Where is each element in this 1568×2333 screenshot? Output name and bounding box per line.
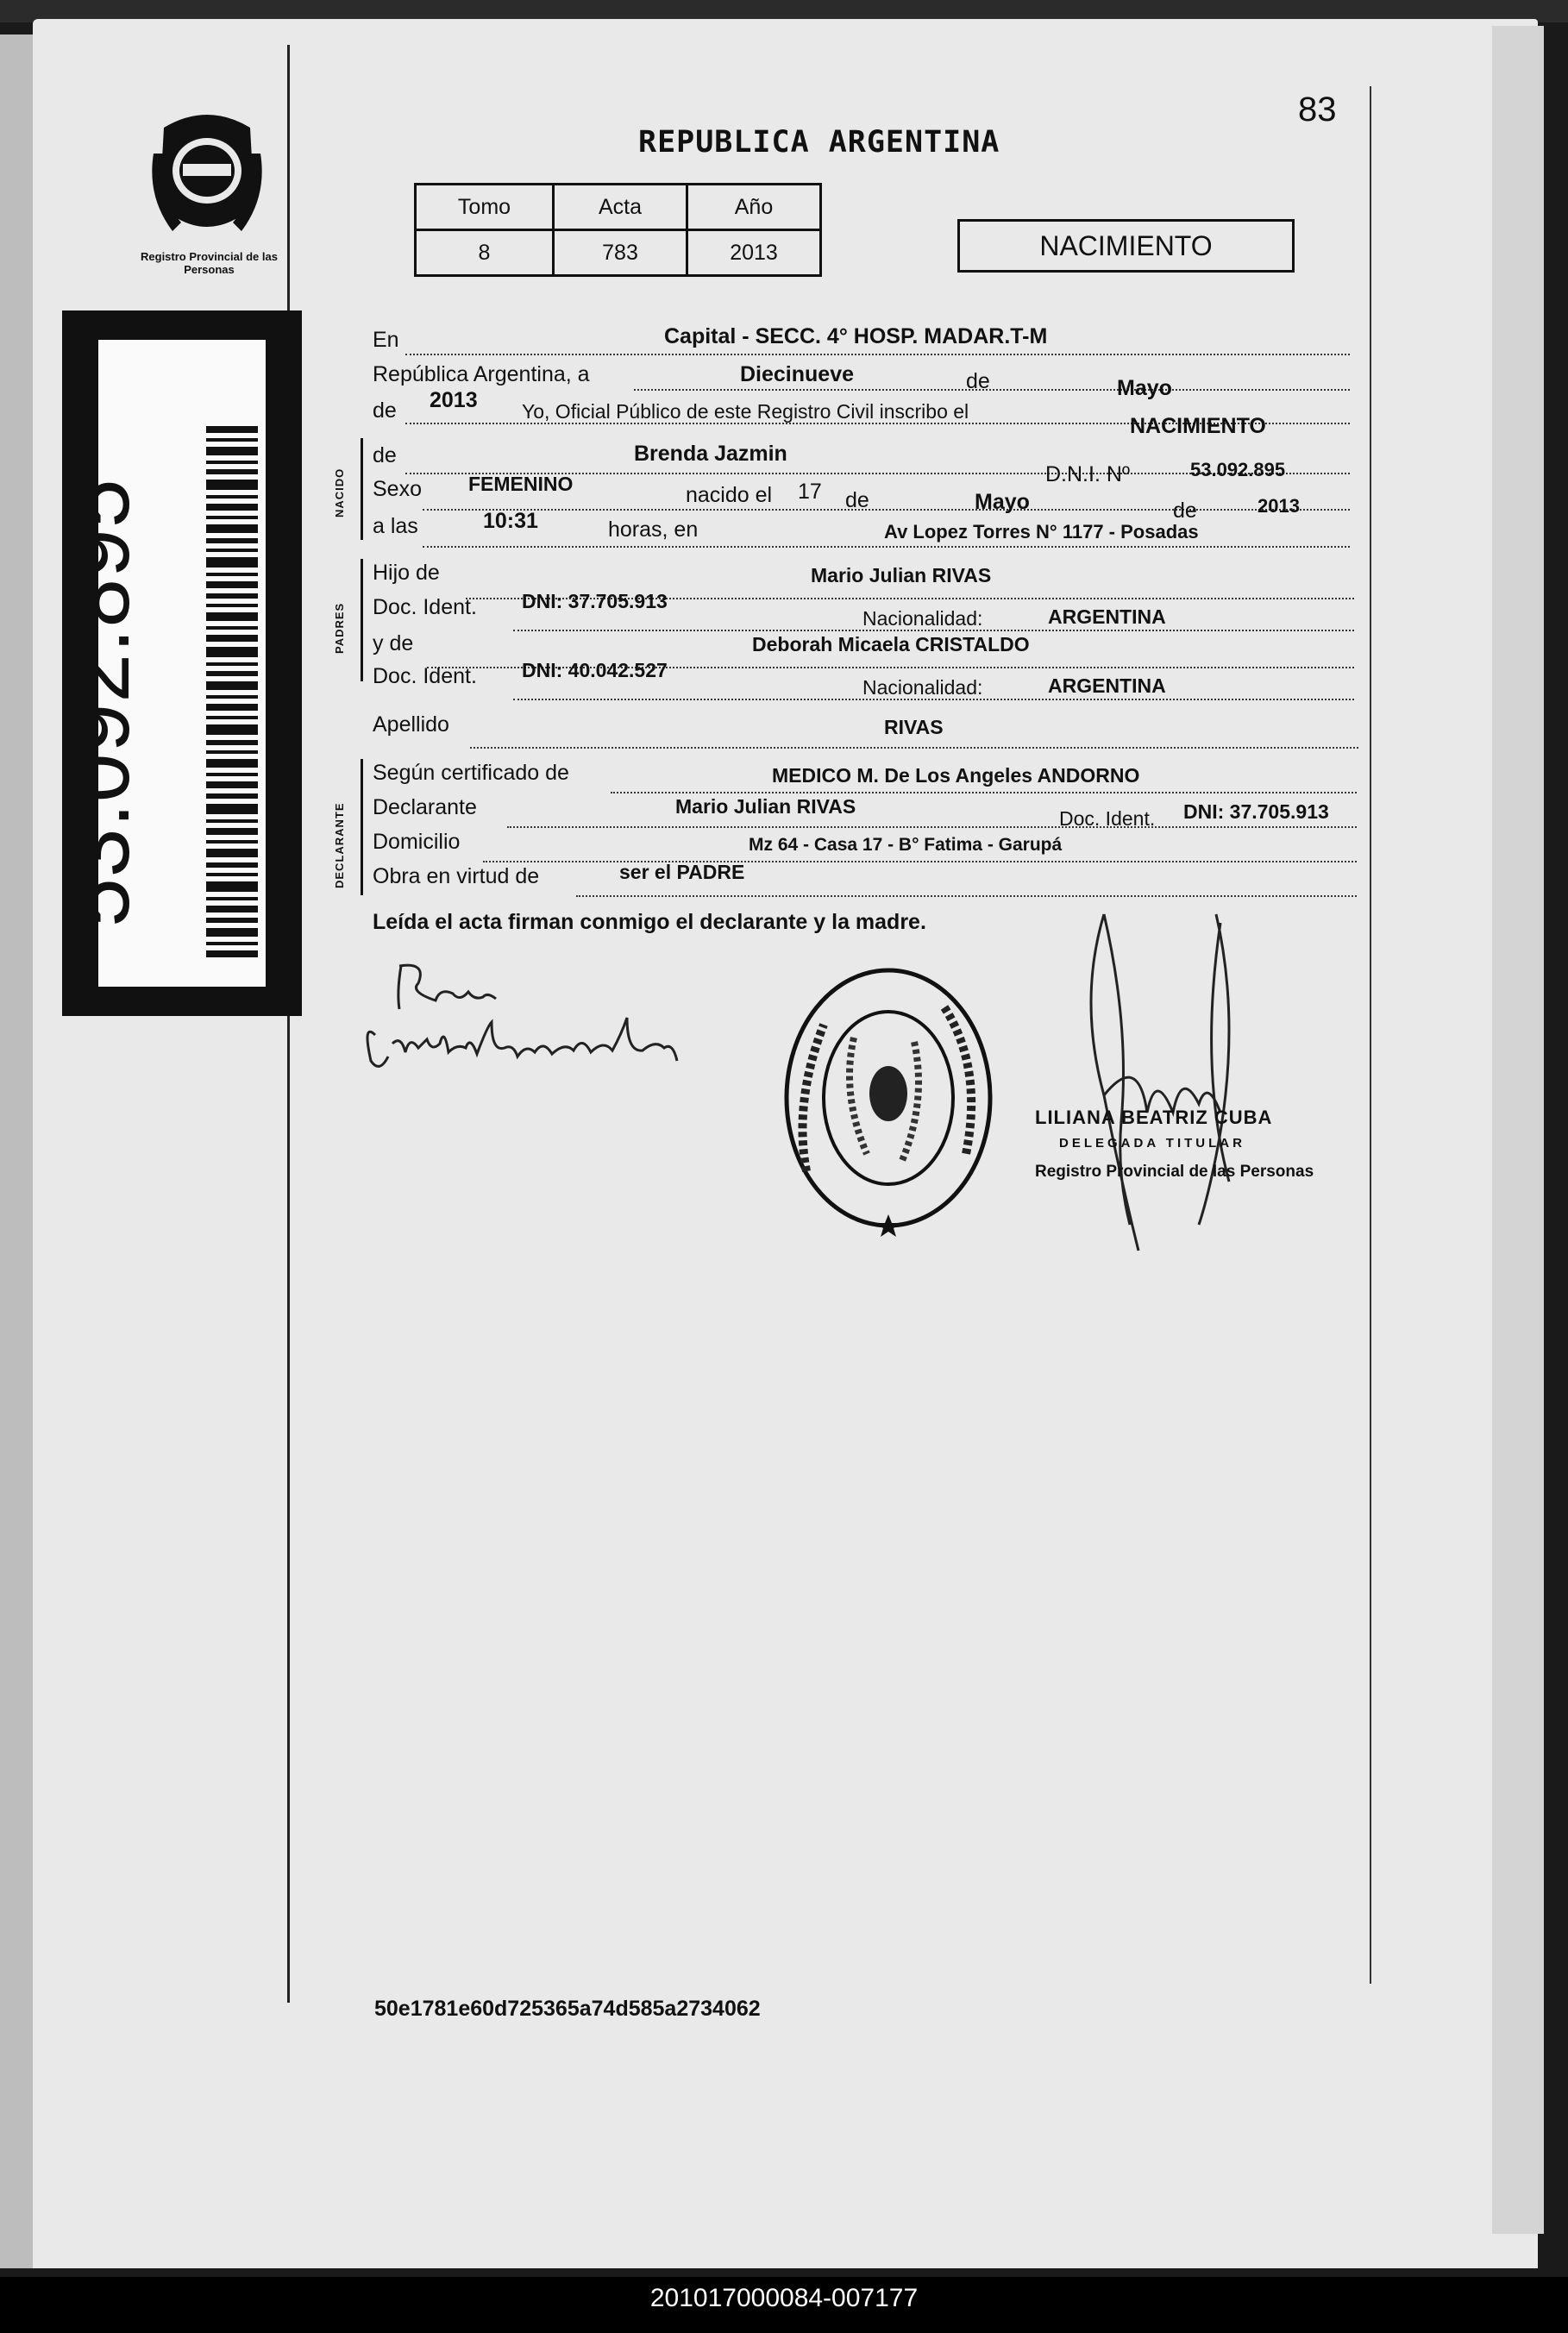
page-number: 83 xyxy=(1298,91,1337,129)
nac2-value: ARGENTINA xyxy=(1048,674,1166,697)
book-reference-table xyxy=(414,183,822,277)
page-title: REPUBLICA ARGENTINA xyxy=(638,125,1000,160)
horas-label: horas, en xyxy=(608,517,699,542)
year-value: 2013 xyxy=(430,388,478,412)
book-value-acta: 783 xyxy=(554,230,687,276)
de3-label: de xyxy=(373,443,397,467)
official-role: DELEGADA TITULAR xyxy=(1059,1136,1245,1151)
side-label-nacido: NACIDO xyxy=(333,467,346,517)
day-value: Diecinueve xyxy=(740,362,855,386)
official-stamp xyxy=(772,956,1005,1240)
doc3-value: DNI: 37.705.913 xyxy=(1183,800,1329,823)
handwritten-signatures xyxy=(358,940,737,1078)
de5-label: de xyxy=(1173,499,1197,523)
domicilio-value: Mz 64 - Casa 17 - B° Fatima - Garupá xyxy=(749,835,1063,855)
doc2-label: Doc. Ident. xyxy=(373,664,477,688)
official-org: Registro Provincial de las Personas xyxy=(1035,1163,1314,1181)
doc3-label: Doc. Ident. xyxy=(1059,807,1156,830)
child-name-value: Brenda Jazmin xyxy=(634,442,787,466)
segun-label: Según certificado de xyxy=(373,761,569,785)
official-signature xyxy=(1069,897,1276,1268)
en-value: Capital - SECC. 4° HOSP. MADAR.T-M xyxy=(664,324,1048,348)
father-value: Mario Julian RIVAS xyxy=(811,564,992,586)
book-table-header-row xyxy=(416,185,821,230)
nac1-value: ARGENTINA xyxy=(1048,605,1166,628)
de4-label: de xyxy=(845,488,869,512)
declarante-bracket xyxy=(361,759,363,895)
apellido-label: Apellido xyxy=(373,712,449,737)
next-page-edge xyxy=(1492,26,1544,2234)
book-header-acta: Acta xyxy=(554,185,687,230)
time-value: 10:31 xyxy=(483,509,538,533)
document-hash: 50e1781e60d725365a74d585a2734062 xyxy=(374,1997,761,2021)
sexo-label: Sexo xyxy=(373,477,422,501)
registry-caption: Registro Provincial de las Personas xyxy=(141,250,278,276)
nac2-label: Nacionalidad: xyxy=(862,676,983,699)
side-label-declarante: DECLARANTE xyxy=(333,802,346,888)
declarante-value: Mario Julian RIVAS xyxy=(675,795,856,818)
sexo-value: FEMENINO xyxy=(468,473,574,495)
book-binding-edge xyxy=(0,34,34,2268)
obra-value: ser el PADRE xyxy=(619,861,745,883)
segun-value: MEDICO M. De Los Angeles ANDORNO xyxy=(772,764,1140,787)
barcode-bars xyxy=(206,426,258,961)
yde-label: y de xyxy=(373,631,414,655)
doc1-label: Doc. Ident. xyxy=(373,595,477,619)
hijo-label: Hijo de xyxy=(373,561,440,585)
padres-bracket xyxy=(361,559,363,681)
image-id: 201017000084-007177 xyxy=(649,2284,919,2312)
nacido-label: nacido el xyxy=(686,483,773,507)
domicilio-label: Domicilio xyxy=(373,830,461,854)
apellido-value: RIVAS xyxy=(884,716,944,738)
republica-label: República Argentina, a xyxy=(373,362,590,386)
dni-label: D.N.I. Nº xyxy=(1045,462,1131,486)
birth-day-value: 17 xyxy=(798,480,822,504)
declarante-label: Declarante xyxy=(373,795,477,819)
mother-value: Deborah Micaela CRISTALDO xyxy=(752,633,1030,655)
book-table-value-row xyxy=(416,230,821,276)
de2-label: de xyxy=(373,398,397,423)
place-value: Av Lopez Torres N° 1177 - Posadas xyxy=(884,521,1199,542)
closing-statement: Leída el acta firman conmigo el declarante y la madre. xyxy=(373,910,926,934)
official-name: LILIANA BEATRIZ CUBA xyxy=(1035,1107,1273,1128)
birth-month-value: Mayo xyxy=(975,490,1030,514)
inscribo-value: NACIMIENTO xyxy=(1130,414,1266,438)
yo-label: Yo, Oficial Público de este Registro Civil inscribo el xyxy=(522,400,969,423)
registry-seal-logo xyxy=(147,102,267,253)
barcode-number: 53.092.895 xyxy=(49,478,147,927)
book-value-anio: 2013 xyxy=(687,230,821,276)
act-type-box: NACIMIENTO xyxy=(957,219,1295,273)
side-label-padres: PADRES xyxy=(333,602,346,654)
book-header-anio: Año xyxy=(687,185,821,230)
book-header-tomo: Tomo xyxy=(416,185,554,230)
doc1-value: DNI: 37.705.913 xyxy=(522,590,668,612)
obra-label: Obra en virtud de xyxy=(373,864,540,888)
alas-label: a las xyxy=(373,514,418,538)
nacido-bracket xyxy=(361,438,363,540)
en-label: En xyxy=(373,328,399,352)
de1-label: de xyxy=(966,369,990,393)
right-margin-line xyxy=(1370,86,1371,1984)
book-value-tomo: 8 xyxy=(416,230,554,276)
nac1-label: Nacionalidad: xyxy=(862,607,983,630)
month-value: Mayo xyxy=(1117,376,1172,400)
birth-year-value: 2013 xyxy=(1258,495,1300,517)
dni-value: 53.092.895 xyxy=(1190,459,1286,480)
doc2-value: DNI: 40.042.527 xyxy=(522,659,668,681)
